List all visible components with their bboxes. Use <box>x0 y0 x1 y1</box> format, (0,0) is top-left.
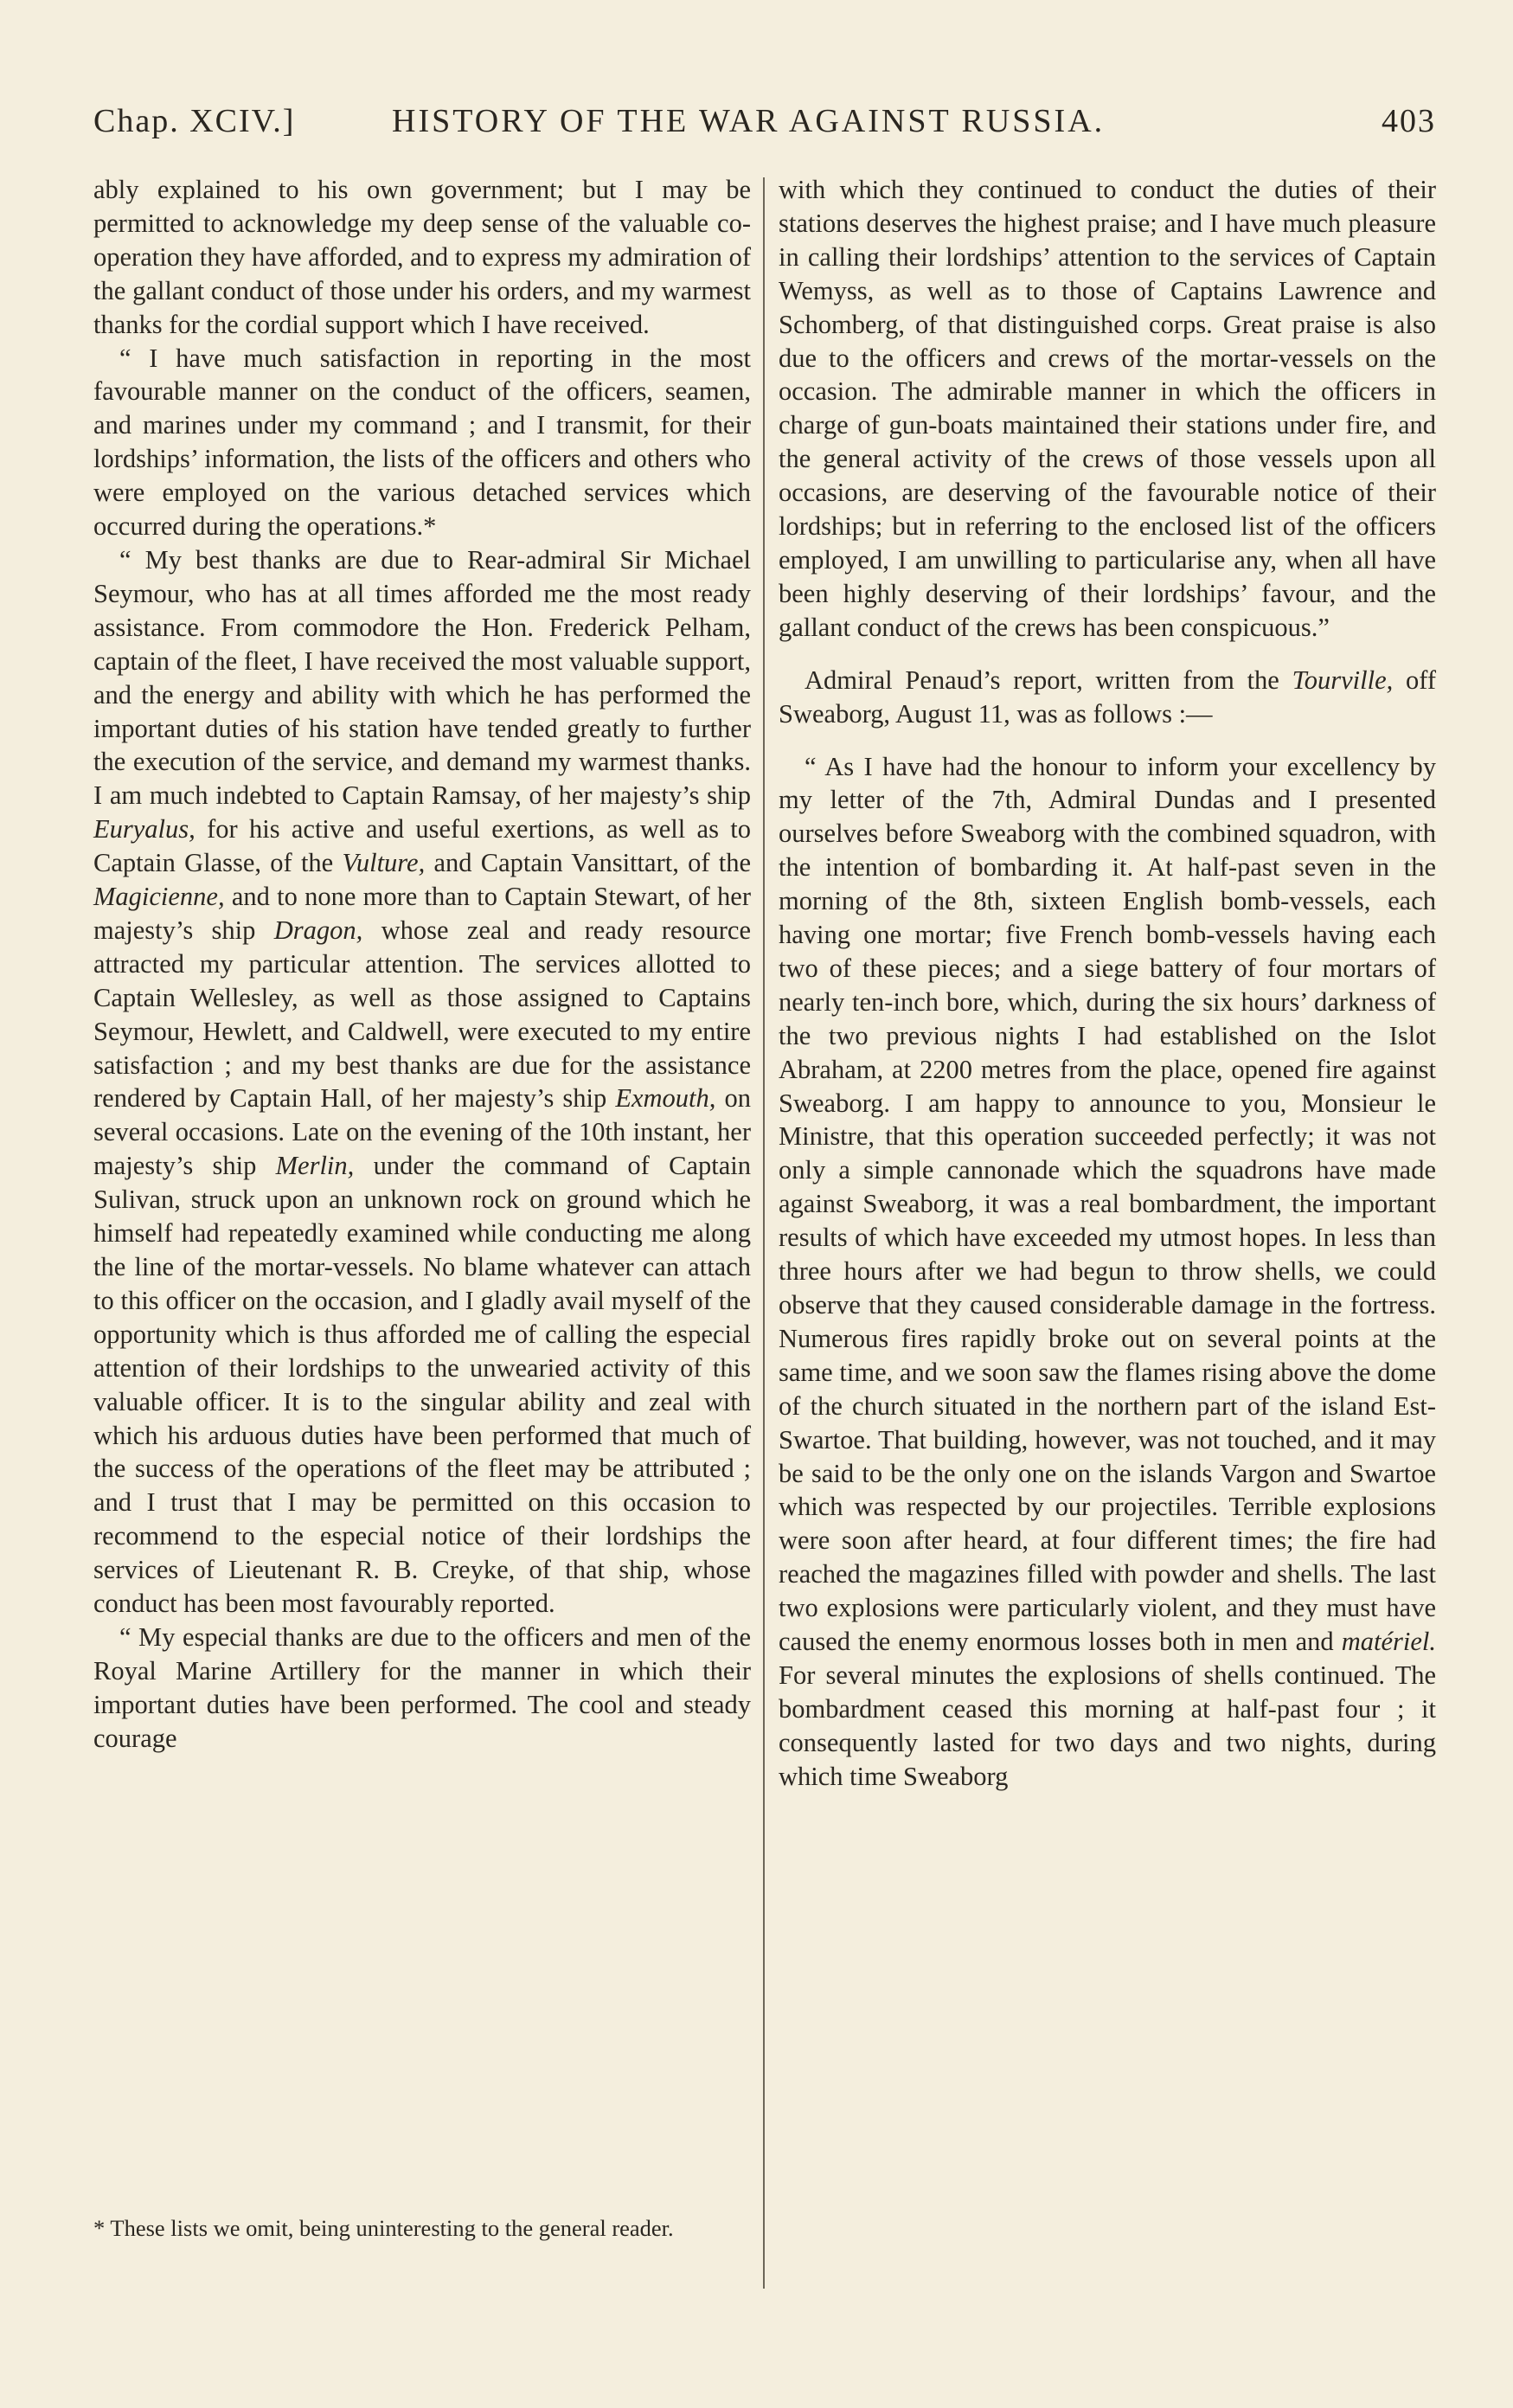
text-run: “ As I have had the honour to inform your excellency by my letter of the 7th, Admiral Dundas and I presented ourselves before Sweaborg with the combined squadron, with the intention of bombarding it. At half-past seven in the morning of the 8th, sixteen English bomb-vessels, each having one mortar; five French bomb-vessels having each two of these pieces; and a siege battery of four mortars of nearly ten-inch bore, which, during the six hours’ darkness of the two previous nights I had established on the Islot Abraham, at 2200 metres from the place, opened fire against Sweaborg. I am happy to announce to you, Monsieur le Ministre, that this operation succeeded perfectly; it was not only a simple cannonade which the squadrons have made against Sweaborg, it was a real bombardment, the important results of which have exceeded my utmost hopes. In less than three hours after we had begun to throw shells, we could observe that they caused considerable damage in the fortress. Numerous fires rapidly broke out on several points at the same time, and we soon saw the flames rising above the dome of the church situated in the northern part of the island Est-Swartoe. That building, however, was not touched, and it may be said to be the only one on the islands Vargon and Swartoe which was respected by our projectiles. Terrible explosions were soon after heard, at four different times; the fire had reached the magazines filled with powder and shells. The last two explosions were particularly violent, and they must have caused the enemy enormous losses both in men and <box>779 751 1436 1657</box>
ship-name: Euryalus, <box>93 814 196 844</box>
paragraph: “ I have much satisfaction in reporting in the most favourable manner on the conduct of the officers, seamen, and marines under my command ; and I transmit, for their lordships’ information, the lists of the officers and others who were employed on the various detached services which occurred during the operations.* <box>93 343 751 542</box>
right-column <box>779 173 1436 2284</box>
ship-name: Vulture, <box>342 848 426 878</box>
text-run: and Captain Vansittart, of the <box>425 848 751 878</box>
left-column <box>93 173 751 2276</box>
ship-name: Exmouth, <box>615 1083 716 1114</box>
paragraph: with which they continued to conduct the duties of their stations deserves the highest praise; and I have much pleasure in calling their lordships’ attention to the services of Captain Wemyss, as well as to those of Captains Lawrence and Schomberg, of that distinguished corps. Great praise is also due to the officers and crews of the mortar-vessels on the occasion. The admirable manner in which the officers in charge of gun-boats maintained their stations under fire, and the general activity of the crews of those vessels upon all occasions, are deserving of the favourable notice of their lordships; but in referring to the enclosed list of the officers employed, I am unwilling to particularise any, when all have been highly deserving of their lordships’ favour, and the gallant conduct of the crews has been conspicuous.” <box>779 175 1436 642</box>
text-run: on several occasions. Late on the evening of the 10th instant, her majesty’s ship <box>93 1083 752 1181</box>
ship-name: Magicienne, <box>93 882 225 912</box>
column-divider <box>763 177 765 2289</box>
footnote: * These lists we omit, being uninteresting to the general reader. <box>93 2215 674 2241</box>
paragraph: “ My especial thanks are due to the officers and men of the Royal Marine Artillery for the manner in which their important duties have been performed. The cool and steady courage <box>93 1621 751 1753</box>
paragraph <box>93 543 751 1621</box>
text-run: for his active and useful exertions, as well as to Captain Glasse, of the <box>93 814 751 878</box>
text-run: For several minutes the explosions of shells continued. The bombardment ceased this morning at half-past four ; it consequently lasted for two days and two nights, during which time Sweaborg <box>779 1660 1436 1791</box>
text-run: off Sweaborg, August 11, was as follows :— <box>779 665 1436 729</box>
paragraph <box>779 664 1436 731</box>
running-title: HISTORY OF THE WAR AGAINST RUSSIA. <box>392 103 1106 139</box>
text-run: whose zeal and ready resource attracted my particular attention. The services allotted to Captain Wellesley, as well as those assigned to Captains Seymour, Hewlett, and Caldwell, were executed to my entire satisfaction ; and my best thanks are due for the assistance rendered by Captain Hall, of her majesty’s ship <box>93 915 751 1114</box>
text-run: under the command of Captain Sulivan, struck upon an unknown rock on ground which he himself had repeatedly examined while conducting me along the line of the mortar-vessels. No blame whatever can attach to this officer on the occasion, and I gladly avail myself of the opportunity which is thus afforded me of calling the especial attention of their lordships to the unwearied activity of this valuable officer. It is to the singular ability and zeal with which his arduous duties have been performed that much of the success of the operations of the fleet may be attributed ; and I trust that I may be permitted on this occasion to recommend to the especial notice of their lordships the services of Lieutenant R. B. Creyke, of that ship, whose conduct has been most favourably reported. <box>93 1151 751 1619</box>
text-run: Admiral Penaud’s report, written from the <box>805 665 1292 695</box>
page-number: 403 <box>1382 103 1436 139</box>
italic-word: matériel. <box>1341 1627 1436 1657</box>
text-run: “ My best thanks are due to Rear-admiral Sir Michael Seymour, who has at all times afforded me the most ready assistance. From commodore the Hon. Frederick Pelham, captain of the fleet, I have received the most valuable support, and the energy and ability with which he has performed the important duties of his station have tended greatly to further the execution of the service, and demand my warmest thanks. I am much indebted to Captain Ramsay, of her majesty’s ship <box>93 544 751 811</box>
paragraph <box>779 750 1436 1794</box>
chapter-label: Chap. XCIV.] <box>93 103 296 139</box>
running-header <box>93 102 1436 154</box>
ship-name: Merlin, <box>275 1151 355 1181</box>
ship-name: Tourville, <box>1292 665 1394 695</box>
paragraph: ably explained to his own government; but I may be permitted to acknowledge my deep sense of the valuable co-operation they have afforded, and to express my admiration of the gallant conduct of those under his orders, and my warmest thanks for the cordial support which I have received. <box>93 175 751 339</box>
ship-name: Dragon, <box>273 915 363 945</box>
text-run: and to none more than to Captain Stewart, of her majesty’s ship <box>93 882 751 945</box>
